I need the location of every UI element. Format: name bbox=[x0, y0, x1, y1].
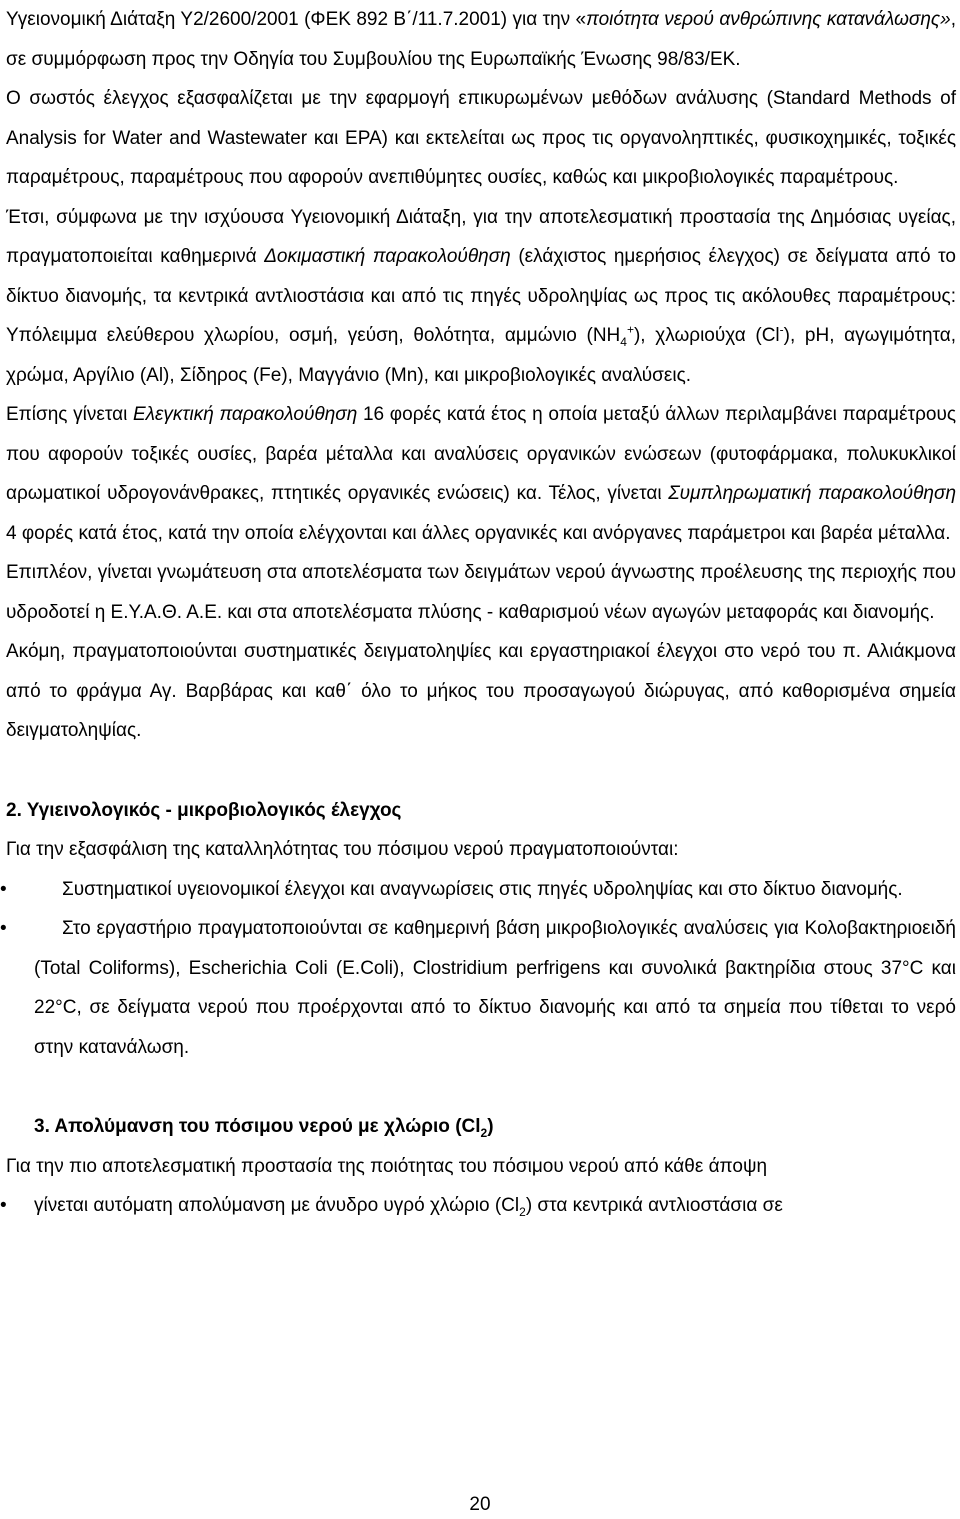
italic-term: Ελεγκτική παρακολούθηση bbox=[133, 404, 358, 425]
paragraph-directive bbox=[6, 0, 956, 79]
section-2-list bbox=[0, 870, 956, 1068]
italic-term: Συμπληρωματική παρακολούθηση bbox=[668, 483, 956, 504]
text-span: (ελάχιστος ημερήσιος έλεγχος) σε δείγματα από το δίκτυο διανομής, τα κεντρικά αντλιοστάσια και από τις πηγές υδροληψίας ως προς τις ακόλουθες παραμέτρους: Υπόλειμμα ελεύθερου χλωρίου, οσμή, γεύση, θολότητα, αμμώνιο (NH bbox=[6, 246, 956, 346]
paragraph-methods: Ο σωστός έλεγχος εξασφαλίζεται με την εφαρμογή επικυρωμένων μεθόδων ανάλυσης (Standard Methods of Analysis for Water and Wastewater και EPA) και εκτελείται ως προς τις οργανοληπτικές, φυσικοχημικές, τοξικές παραμέτρους, παραμέτρους που αφορούν ανεπιθύμητες ουσίες, καθώς και μικροβιολογικές παραμέτρους. bbox=[6, 88, 956, 188]
paragraph-assessment: Επιπλέον, γίνεται γνωμάτευση στα αποτελέσματα των δειγμάτων νερού άγνωστης προέλευσης της περιοχής που υδροδοτεί η Ε.Υ.Α.Θ. Α.Ε. και στα αποτελέσματα πλύσης - καθαρισμού νέων αγωγών μεταφοράς και διανομής. bbox=[6, 562, 956, 623]
italic-term: Δοκιμαστική παρακολούθηση bbox=[264, 246, 511, 267]
paragraph-sampling: Ακόμη, πραγματοποιούνται συστηματικές δειγματοληψίες και εργαστηριακοί έλεγχοι στο νερό του π. Αλιάκμονα από το φράγμα Αγ. Βαρβάρας και καθ΄ όλο το μήκος του προσαγωγού διώρυγας, από καθορισμένα σημεία δειγματοληψίας. bbox=[6, 641, 956, 741]
text-span: ) bbox=[487, 1116, 494, 1137]
section-3-intro: Για την πιο αποτελεσματική προστασία της ποιότητας του πόσιμου νερού από κάθε άποψη bbox=[6, 1155, 768, 1177]
page-number: 20 bbox=[469, 1494, 491, 1515]
superscript: + bbox=[626, 322, 634, 337]
text-span: 3. Απολύμανση του πόσιμου νερού με χλώριο (Cl bbox=[34, 1116, 481, 1137]
paragraph-daily-monitoring bbox=[6, 198, 956, 396]
bullet-icon: • bbox=[0, 878, 7, 900]
text-span: 16 φορές κατά έτος η οποία μεταξύ άλλων περιλαμβάνει παραμέτρους που αφορούν τοξικές ουσίες, βαρέα μέταλλα και αναλύσεις οργανικών ενώσεων (φυτοφάρμακα, πολυκυκλικοί αρωματικοί υδρογονάνθρακες, πτητικές οργανικές ενώσεις) κα. Τέλος, γίνεται bbox=[6, 404, 956, 504]
text-span: , σε συμμόρφωση προς την Οδηγία του Συμβουλίου της Ευρωπαϊκής Ένωσης 98/83/ΕΚ. bbox=[6, 9, 956, 70]
bullet-icon: • bbox=[0, 918, 7, 939]
text-span: ), pH, αγωγιμότητα, χρώμα, Αργίλιο (Al), Σίδηρος (Fe), Μαγγάνιο (Mn), και μικροβιολογικές αναλύσεις. bbox=[6, 325, 957, 386]
text-span: Έτσι, σύμφωνα με την ισχύουσα Υγειονομική Διάταξη, για την αποτελεσματική προστασία της Δημόσιας υγείας, πραγματοποιείται καθημερινά bbox=[6, 206, 956, 267]
list-item-text: ) στα κεντρικά αντλιοστάσια σε bbox=[525, 1195, 783, 1216]
list-item-text: γίνεται αυτόματη απολύμανση με άνυδρο υγρό χλώριο (Cl bbox=[34, 1195, 520, 1216]
subscript: 4 bbox=[620, 334, 627, 349]
list-item bbox=[0, 909, 956, 1067]
subscript: 2 bbox=[480, 1125, 488, 1140]
text-span: ), χλωριούχα (Cl bbox=[633, 325, 780, 346]
list-item-text: Συστηματικοί υγειονομικοί έλεγχοι και αναγνωρίσεις στις πηγές υδροληψίας και στο δίκτυο διανομής. bbox=[62, 878, 903, 900]
text-span: Επίσης γίνεται bbox=[6, 404, 133, 425]
section-3-heading bbox=[34, 1107, 956, 1147]
section-2-intro: Για την εξασφάλιση της καταλληλότητας του πόσιμου νερού πραγματοποιούνται: bbox=[6, 839, 679, 860]
text-span: Υγειονομική Διάταξη Υ2/2600/2001 (ΦΕΚ 892 Β΄/11.7.2001) για την « bbox=[6, 9, 587, 30]
list-item bbox=[0, 870, 956, 910]
text-span: 4 φορές κατά έτος, κατά την οποία ελέγχονται και άλλες οργανικές και ανόργανες παράμετροι και βαρέα μέταλλα. bbox=[6, 522, 951, 544]
list-item-text: Στο εργαστήριο πραγματοποιούνται σε καθημερινή βάση μικροβιολογικές αναλύσεις για Κολοβακτηριοειδή (Total Coliforms), Escherichia Coli (E.Coli), Clostridium perfrigens και συνολικά βακτηρίδια στους 37°C και 22°C, σε δείγματα νερού που προέρχονται από το δίκτυο διανομής και από τα σημεία που τίθεται το νερό στην κατανάλωση. bbox=[34, 918, 956, 1058]
superscript: - bbox=[779, 322, 784, 337]
list-item bbox=[0, 1186, 956, 1226]
section-2-heading: 2. Υγιεινολογικός - μικροβιολογικός έλεγχος bbox=[6, 799, 402, 821]
subscript: 2 bbox=[519, 1204, 526, 1219]
italic-title: ποιότητα νερού ανθρώπινης κατανάλωσης» bbox=[586, 9, 951, 30]
paragraph-control-monitoring bbox=[6, 395, 956, 553]
bullet-icon: • bbox=[0, 1195, 7, 1216]
section-3-list bbox=[0, 1186, 956, 1226]
